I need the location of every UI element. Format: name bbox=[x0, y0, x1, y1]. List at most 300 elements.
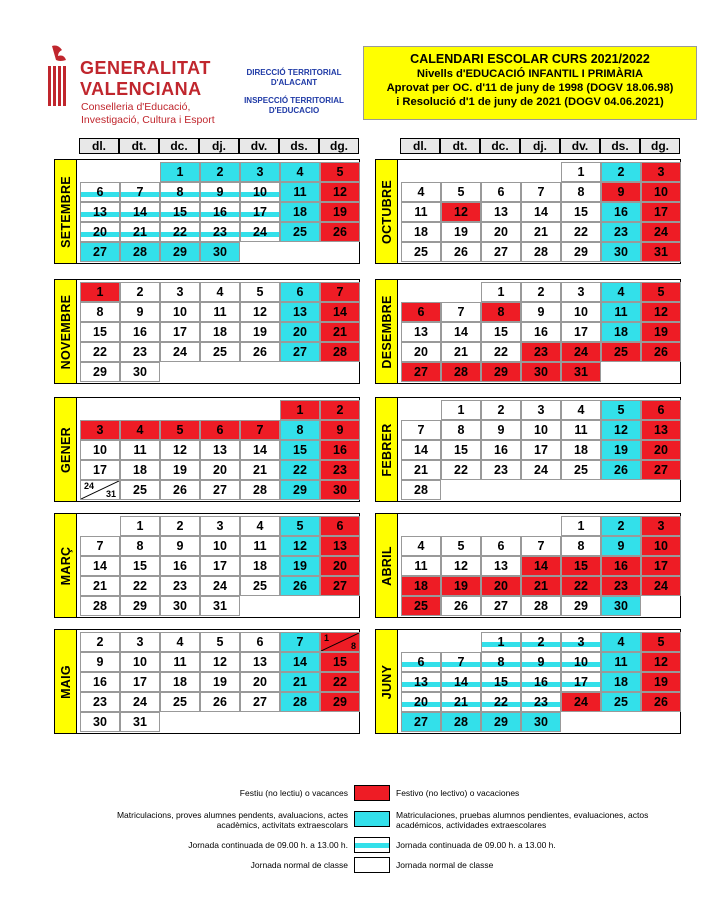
day-cell: 27 bbox=[401, 712, 441, 732]
day-cell: 21 bbox=[280, 672, 320, 692]
day-cell: 16 bbox=[160, 556, 200, 576]
day-cell: 22 bbox=[441, 460, 481, 480]
month-name: OCTUBRE bbox=[379, 179, 394, 244]
day-cell: 20 bbox=[401, 342, 441, 362]
day-cell: 2 bbox=[601, 516, 641, 536]
day-cell: 20 bbox=[200, 460, 240, 480]
day-cell: 25 bbox=[601, 692, 641, 712]
day-cell: 20 bbox=[320, 556, 360, 576]
day-cell: 27 bbox=[481, 242, 521, 262]
day-cell: 31 bbox=[200, 596, 240, 616]
day-cell: 20 bbox=[80, 222, 120, 242]
day-cell: 2 bbox=[481, 400, 521, 420]
day-cell: 12 bbox=[200, 652, 240, 672]
day-cell: 10 bbox=[641, 182, 681, 202]
subtitle-resolution: i Resolució d'1 de juny de 2021 (DOGV 04.06.2021) bbox=[396, 96, 664, 108]
day-cell: 25 bbox=[240, 576, 280, 596]
day-cell: 1 bbox=[481, 632, 521, 652]
day-cell: 3 bbox=[641, 162, 681, 182]
day-cell: 8 bbox=[160, 182, 200, 202]
day-cell: 14 bbox=[441, 672, 481, 692]
day-cell: 4 bbox=[561, 400, 601, 420]
day-cell: 3 bbox=[80, 420, 120, 440]
day-cell: 15 bbox=[561, 202, 601, 222]
day-cell: 21 bbox=[120, 222, 160, 242]
day-cell: 28 bbox=[401, 480, 441, 500]
day-cell: 11 bbox=[401, 202, 441, 222]
day-cell: 22 bbox=[280, 460, 320, 480]
day-cell: 1 bbox=[441, 400, 481, 420]
day-cell: 4 bbox=[401, 536, 441, 556]
day-cell: 8 bbox=[481, 302, 521, 322]
day-cell: 4 bbox=[280, 162, 320, 182]
day-cell: 29 bbox=[481, 712, 521, 732]
month-label bbox=[376, 398, 398, 501]
day-cell: 13 bbox=[320, 536, 360, 556]
day-cell: 18 bbox=[401, 576, 441, 596]
day-cell: 12 bbox=[601, 420, 641, 440]
department-line2: Investigació, Cultura i Esport bbox=[81, 114, 215, 126]
day-cell: 11 bbox=[561, 420, 601, 440]
day-cell: 13 bbox=[641, 420, 681, 440]
day-cell: 18 bbox=[401, 222, 441, 242]
day-cell: 18 bbox=[280, 202, 320, 222]
day-cell: 8 bbox=[561, 182, 601, 202]
day-cell: 19 bbox=[641, 322, 681, 342]
day-cell: 13 bbox=[481, 202, 521, 222]
day-cell: 10 bbox=[521, 420, 561, 440]
day-cell: 21 bbox=[240, 460, 280, 480]
day-cell: 26 bbox=[280, 576, 320, 596]
day-cell: 23 bbox=[601, 222, 641, 242]
weekday-header: dg. bbox=[640, 138, 680, 154]
day-cell: 30 bbox=[521, 362, 561, 382]
month-label bbox=[376, 280, 398, 383]
day-cell: 3 bbox=[561, 282, 601, 302]
day-cell: 12 bbox=[641, 302, 681, 322]
day-cell: 17 bbox=[240, 202, 280, 222]
day-cell: 5 bbox=[641, 632, 681, 652]
weekday-header: dt. bbox=[440, 138, 480, 154]
day-cell: 27 bbox=[641, 460, 681, 480]
day-cell: 29 bbox=[160, 242, 200, 262]
day-cell: 7 bbox=[521, 536, 561, 556]
day-cell: 5 bbox=[601, 400, 641, 420]
day-cell: 3 bbox=[200, 516, 240, 536]
day-cell: 30 bbox=[601, 596, 641, 616]
day-cell: 10 bbox=[120, 652, 160, 672]
day-cell: 8 bbox=[280, 420, 320, 440]
month-name: MAIG bbox=[58, 664, 73, 699]
day-cell: 28 bbox=[120, 242, 160, 262]
month-octubre bbox=[375, 159, 681, 264]
day-cell: 6 bbox=[280, 282, 320, 302]
day-cell: 24 bbox=[160, 342, 200, 362]
day-cell: 14 bbox=[120, 202, 160, 222]
day-cell: 4 bbox=[601, 632, 641, 652]
day-cell: 18 bbox=[601, 322, 641, 342]
legend-swatch-cyan bbox=[354, 811, 390, 827]
day-cell: 16 bbox=[481, 440, 521, 460]
day-cell: 3 bbox=[160, 282, 200, 302]
day-cell: 22 bbox=[160, 222, 200, 242]
legend-label-es: Festivo (no lectivo) o vacaciones bbox=[396, 788, 520, 798]
legend-swatch-stripe bbox=[354, 837, 390, 853]
page-title: CALENDARI ESCOLAR CURS 2021/2022 bbox=[410, 52, 650, 66]
day-number: 8 bbox=[350, 641, 356, 651]
day-cell: 14 bbox=[521, 202, 561, 222]
day-cell: 6 bbox=[240, 632, 280, 652]
month-maig bbox=[54, 629, 360, 734]
day-cell: 26 bbox=[160, 480, 200, 500]
day-cell: 24 bbox=[641, 222, 681, 242]
day-cell: 14 bbox=[280, 652, 320, 672]
day-cell: 23 bbox=[521, 692, 561, 712]
day-cell: 1 bbox=[280, 400, 320, 420]
day-cell: 30 bbox=[200, 242, 240, 262]
day-cell: 26 bbox=[641, 342, 681, 362]
day-cell: 15 bbox=[481, 672, 521, 692]
day-cell: 10 bbox=[200, 536, 240, 556]
day-cell: 12 bbox=[641, 652, 681, 672]
month-name: MARÇ bbox=[58, 546, 73, 585]
day-cell: 9 bbox=[601, 536, 641, 556]
day-cell: 9 bbox=[160, 536, 200, 556]
day-cell: 7 bbox=[401, 420, 441, 440]
legend-label-es: Matriculaciones, pruebas alumnos pendientes, evaluaciones, actos académicos, actividades extraescolares bbox=[396, 810, 649, 830]
month-name: SETEMBRE bbox=[58, 175, 73, 248]
subtitle-approval: Aprovat per OC. d'11 de juny de 1998 (DOGV 18.06.98) bbox=[386, 82, 674, 94]
month-label bbox=[376, 630, 398, 733]
day-cell: 3 bbox=[240, 162, 280, 182]
day-cell: 19 bbox=[641, 672, 681, 692]
day-cell: 2 bbox=[601, 162, 641, 182]
day-cell: 6 bbox=[481, 536, 521, 556]
day-cell: 19 bbox=[441, 576, 481, 596]
direccio-territorial: DIRECCIÓ TERRITORIAL D'ALACANT bbox=[246, 68, 342, 87]
weekday-header: dc. bbox=[480, 138, 520, 154]
day-cell: 27 bbox=[80, 242, 120, 262]
day-cell: 12 bbox=[441, 556, 481, 576]
day-cell: 11 bbox=[160, 652, 200, 672]
day-cell: 13 bbox=[280, 302, 320, 322]
day-cell: 7 bbox=[441, 302, 481, 322]
day-cell: 5 bbox=[441, 182, 481, 202]
day-cell: 27 bbox=[320, 576, 360, 596]
day-cell: 6 bbox=[401, 302, 441, 322]
day-cell: 16 bbox=[521, 672, 561, 692]
day-cell: 11 bbox=[601, 302, 641, 322]
day-cell: 17 bbox=[80, 460, 120, 480]
legend-swatch-red bbox=[354, 785, 390, 801]
day-cell: 6 bbox=[80, 182, 120, 202]
month-abril bbox=[375, 513, 681, 618]
day-cell: 28 bbox=[240, 480, 280, 500]
day-cell: 9 bbox=[120, 302, 160, 322]
day-cell: 30 bbox=[521, 712, 561, 732]
day-cell: 2 bbox=[320, 400, 360, 420]
day-cell: 9 bbox=[320, 420, 360, 440]
month-name: JUNY bbox=[379, 664, 394, 699]
day-cell: 1 bbox=[561, 516, 601, 536]
day-cell: 22 bbox=[120, 576, 160, 596]
day-cell: 30 bbox=[80, 712, 120, 732]
day-cell: 10 bbox=[240, 182, 280, 202]
day-cell: 14 bbox=[401, 440, 441, 460]
day-cell: 25 bbox=[200, 342, 240, 362]
day-cell: 22 bbox=[481, 692, 521, 712]
day-cell: 12 bbox=[160, 440, 200, 460]
day-cell: 21 bbox=[401, 460, 441, 480]
day-cell: 6 bbox=[200, 420, 240, 440]
day-cell: 16 bbox=[601, 202, 641, 222]
day-cell: 31 bbox=[120, 712, 160, 732]
day-cell: 29 bbox=[561, 596, 601, 616]
day-cell: 17 bbox=[521, 440, 561, 460]
day-cell: 2 bbox=[120, 282, 160, 302]
day-cell: 21 bbox=[320, 322, 360, 342]
day-cell: 17 bbox=[641, 202, 681, 222]
day-cell: 25 bbox=[160, 692, 200, 712]
day-cell: 18 bbox=[120, 460, 160, 480]
day-number: 24 bbox=[84, 481, 95, 491]
weekday-header: dt. bbox=[119, 138, 159, 154]
day-cell: 30 bbox=[160, 596, 200, 616]
month-label bbox=[376, 514, 398, 617]
day-cell: 7 bbox=[280, 632, 320, 652]
day-cell: 17 bbox=[200, 556, 240, 576]
day-cell: 8 bbox=[481, 652, 521, 672]
day-cell: 18 bbox=[200, 322, 240, 342]
day-cell: 24 bbox=[561, 692, 601, 712]
day-cell: 23 bbox=[200, 222, 240, 242]
day-cell: 21 bbox=[521, 222, 561, 242]
day-cell: 2 bbox=[521, 282, 561, 302]
day-cell: 21 bbox=[521, 576, 561, 596]
day-cell: 28 bbox=[521, 242, 561, 262]
day-cell: 5 bbox=[641, 282, 681, 302]
day-cell: 4 bbox=[401, 182, 441, 202]
day-cell: 20 bbox=[481, 576, 521, 596]
day-cell: 7 bbox=[80, 536, 120, 556]
day-number: 31 bbox=[105, 489, 116, 499]
day-cell: 17 bbox=[120, 672, 160, 692]
day-cell: 28 bbox=[280, 692, 320, 712]
day-cell: 4 bbox=[601, 282, 641, 302]
day-cell: 16 bbox=[80, 672, 120, 692]
day-cell: 19 bbox=[320, 202, 360, 222]
day-cell: 23 bbox=[320, 460, 360, 480]
day-cell: 30 bbox=[601, 242, 641, 262]
day-cell: 21 bbox=[80, 576, 120, 596]
day-cell: 29 bbox=[280, 480, 320, 500]
day-cell: 24 bbox=[120, 692, 160, 712]
month-desembre bbox=[375, 279, 681, 384]
day-cell: 12 bbox=[240, 302, 280, 322]
month-març bbox=[54, 513, 360, 618]
day-cell: 2 bbox=[160, 516, 200, 536]
month-label bbox=[55, 398, 77, 501]
day-cell: 7 bbox=[120, 182, 160, 202]
day-cell: 24 bbox=[200, 576, 240, 596]
weekday-header: dj. bbox=[199, 138, 239, 154]
day-cell: 15 bbox=[481, 322, 521, 342]
day-cell: 23 bbox=[160, 576, 200, 596]
weekday-header: dj. bbox=[520, 138, 560, 154]
day-cell: 10 bbox=[80, 440, 120, 460]
title-box bbox=[363, 46, 697, 120]
day-cell: 18 bbox=[240, 556, 280, 576]
day-cell: 4 bbox=[200, 282, 240, 302]
day-cell: 15 bbox=[441, 440, 481, 460]
day-cell: 24 bbox=[240, 222, 280, 242]
day-cell bbox=[320, 632, 360, 652]
day-cell: 14 bbox=[521, 556, 561, 576]
weekday-header: dg. bbox=[319, 138, 359, 154]
day-number: 1 bbox=[324, 633, 330, 643]
month-name: DESEMBRE bbox=[379, 294, 394, 369]
day-cell: 29 bbox=[561, 242, 601, 262]
day-cell: 13 bbox=[80, 202, 120, 222]
month-label bbox=[55, 280, 77, 383]
day-cell: 5 bbox=[200, 632, 240, 652]
day-cell: 3 bbox=[561, 632, 601, 652]
day-cell: 12 bbox=[441, 202, 481, 222]
day-cell: 14 bbox=[240, 440, 280, 460]
day-cell: 19 bbox=[280, 556, 320, 576]
day-cell: 13 bbox=[240, 652, 280, 672]
day-cell: 24 bbox=[521, 460, 561, 480]
weekday-header: dc. bbox=[159, 138, 199, 154]
day-cell: 11 bbox=[601, 652, 641, 672]
day-cell: 2 bbox=[80, 632, 120, 652]
day-cell: 10 bbox=[160, 302, 200, 322]
day-cell: 8 bbox=[441, 420, 481, 440]
day-cell: 19 bbox=[601, 440, 641, 460]
month-name: ABRIL bbox=[379, 545, 394, 586]
day-cell: 8 bbox=[120, 536, 160, 556]
day-cell: 18 bbox=[160, 672, 200, 692]
day-cell: 7 bbox=[320, 282, 360, 302]
day-cell: 7 bbox=[521, 182, 561, 202]
day-cell: 27 bbox=[200, 480, 240, 500]
day-cell: 16 bbox=[120, 322, 160, 342]
day-cell: 13 bbox=[401, 672, 441, 692]
month-juny bbox=[375, 629, 681, 734]
day-cell: 16 bbox=[601, 556, 641, 576]
day-cell: 3 bbox=[521, 400, 561, 420]
day-cell: 11 bbox=[200, 302, 240, 322]
day-cell: 20 bbox=[481, 222, 521, 242]
day-cell: 28 bbox=[441, 362, 481, 382]
day-cell: 23 bbox=[481, 460, 521, 480]
day-cell: 26 bbox=[641, 692, 681, 712]
day-cell: 9 bbox=[601, 182, 641, 202]
legend-label-ca: Jornada continuada de 09.00 h. a 13.00 h. bbox=[188, 840, 348, 850]
day-cell: 9 bbox=[521, 652, 561, 672]
day-cell: 11 bbox=[120, 440, 160, 460]
day-cell: 10 bbox=[561, 302, 601, 322]
day-cell: 26 bbox=[320, 222, 360, 242]
day-cell: 8 bbox=[561, 536, 601, 556]
day-cell: 13 bbox=[401, 322, 441, 342]
day-cell: 19 bbox=[441, 222, 481, 242]
day-cell: 25 bbox=[601, 342, 641, 362]
day-cell: 5 bbox=[280, 516, 320, 536]
org-name-line2: VALENCIANA bbox=[80, 79, 202, 99]
day-cell: 11 bbox=[240, 536, 280, 556]
org-name-line1: GENERALITAT bbox=[80, 58, 211, 78]
weekday-header: dv. bbox=[560, 138, 600, 154]
day-cell: 30 bbox=[120, 362, 160, 382]
day-cell: 20 bbox=[240, 672, 280, 692]
day-cell: 11 bbox=[280, 182, 320, 202]
day-cell: 22 bbox=[561, 222, 601, 242]
day-cell: 8 bbox=[80, 302, 120, 322]
weekday-header: ds. bbox=[600, 138, 640, 154]
inspeccio-territorial: INSPECCIÓ TERRITORIAL D'EDUCACIO bbox=[244, 96, 344, 115]
day-cell bbox=[80, 480, 120, 500]
day-cell: 3 bbox=[641, 516, 681, 536]
day-cell: 29 bbox=[120, 596, 160, 616]
day-cell: 27 bbox=[280, 342, 320, 362]
day-cell: 1 bbox=[120, 516, 160, 536]
day-cell: 1 bbox=[481, 282, 521, 302]
day-cell: 6 bbox=[320, 516, 360, 536]
day-cell: 22 bbox=[561, 576, 601, 596]
day-cell: 15 bbox=[160, 202, 200, 222]
month-gener bbox=[54, 397, 360, 502]
day-cell: 10 bbox=[561, 652, 601, 672]
day-cell: 13 bbox=[200, 440, 240, 460]
day-cell: 14 bbox=[80, 556, 120, 576]
day-cell: 1 bbox=[80, 282, 120, 302]
day-cell: 15 bbox=[561, 556, 601, 576]
month-novembre bbox=[54, 279, 360, 384]
day-cell: 4 bbox=[120, 420, 160, 440]
day-cell: 2 bbox=[521, 632, 561, 652]
day-cell: 16 bbox=[200, 202, 240, 222]
day-cell: 17 bbox=[561, 322, 601, 342]
day-cell: 22 bbox=[320, 672, 360, 692]
day-cell: 29 bbox=[481, 362, 521, 382]
day-cell: 28 bbox=[320, 342, 360, 362]
day-cell: 11 bbox=[401, 556, 441, 576]
day-cell: 18 bbox=[561, 440, 601, 460]
month-name: NOVEMBRE bbox=[58, 294, 73, 369]
day-cell: 31 bbox=[561, 362, 601, 382]
weekday-header: ds. bbox=[279, 138, 319, 154]
day-cell: 23 bbox=[601, 576, 641, 596]
day-cell: 22 bbox=[481, 342, 521, 362]
legend-label-es: Jornada continuada de 09.00 h. a 13.00 h. bbox=[396, 840, 556, 850]
day-cell: 17 bbox=[561, 672, 601, 692]
day-cell: 20 bbox=[641, 440, 681, 460]
day-cell: 19 bbox=[200, 672, 240, 692]
day-cell: 26 bbox=[240, 342, 280, 362]
day-cell: 4 bbox=[240, 516, 280, 536]
day-cell: 15 bbox=[120, 556, 160, 576]
month-label bbox=[55, 630, 77, 733]
day-cell: 24 bbox=[641, 576, 681, 596]
legend-swatch-white bbox=[354, 857, 390, 873]
day-cell: 25 bbox=[401, 596, 441, 616]
day-cell: 17 bbox=[160, 322, 200, 342]
day-cell: 28 bbox=[441, 712, 481, 732]
legend-label-es: Jornada normal de classe bbox=[396, 860, 494, 870]
day-cell: 31 bbox=[641, 242, 681, 262]
legend-label-ca: Jornada normal de classe bbox=[250, 860, 348, 870]
